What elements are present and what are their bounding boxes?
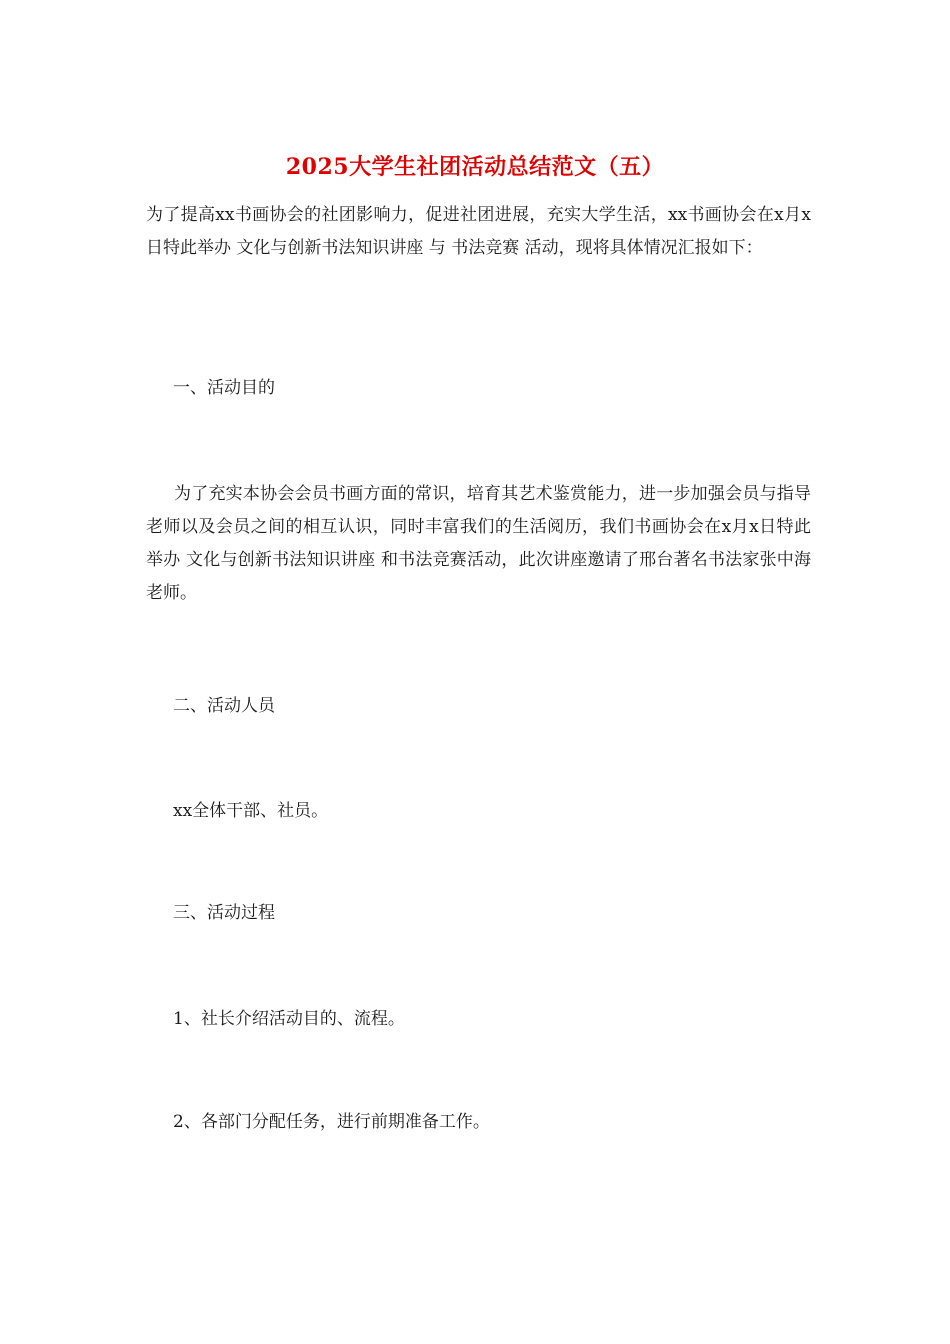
step-1-text: 1、社长介绍活动目的、流程。: [173, 1009, 405, 1029]
section-1-paragraph: 为了充实本协会会员书画方面的常识，培育其艺术鉴赏能力，进一步加强会员与指导老师以及会员之间的相互认识，同时丰富我们的生活阅历，我们书画协会在x月x日特此举办 文化与创新书法知识讲座 和书法竞赛活动，此次讲座邀请了邢台著名书法家张中海老师。: [146, 484, 811, 603]
section-3-heading: 三、活动过程: [173, 903, 275, 923]
section-2-text: xx全体干部、社员。: [173, 801, 329, 821]
section-2-heading: 二、活动人员: [173, 696, 275, 716]
intro-paragraph: 为了提高xx书画协会的社团影响力，促进社团进展，充实大学生活，xx书画协会在x月x日特此举办 文化与创新书法知识讲座 与 书法竞赛 活动，现将具体情况汇报如下：: [146, 205, 811, 258]
step-2-text: 2、各部门分配任务，进行前期准备工作。: [173, 1112, 490, 1132]
section-1-heading: 一、活动目的: [173, 378, 275, 398]
document-title: 2025大学生社团活动总结范文（五）: [285, 154, 665, 180]
